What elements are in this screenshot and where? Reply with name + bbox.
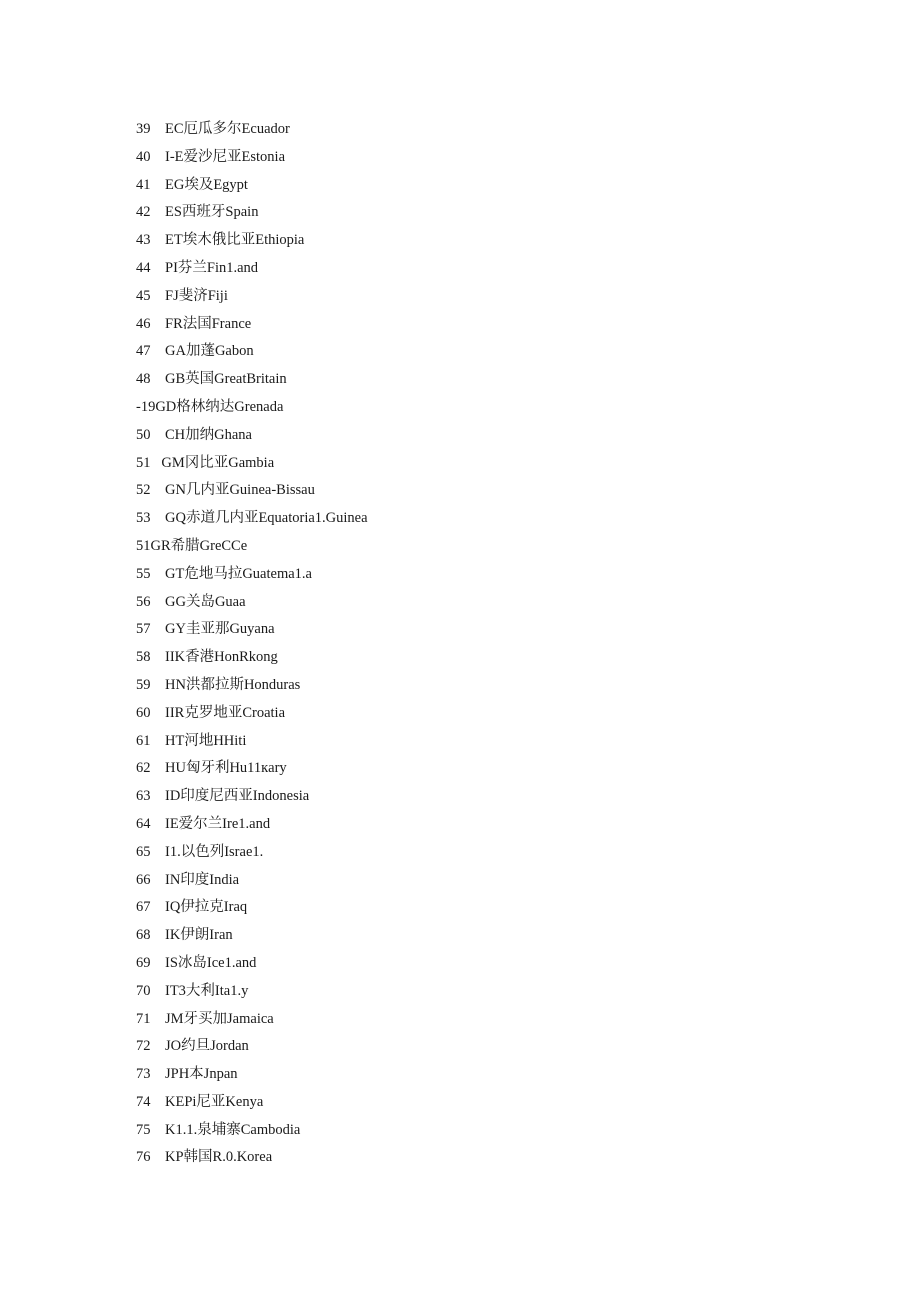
list-item: 70 IT3大利Ita1.y	[136, 982, 249, 999]
list-item: 53 GQ赤道几内亚Equatoria1.Guinea	[136, 510, 368, 527]
list-item: 71 JM牙买加Jamaica	[136, 1010, 274, 1027]
list-item: 65 I1.以色列Israe1.	[136, 843, 264, 860]
list-item: 51 GM冈比亚Gambia	[136, 454, 275, 471]
list-item: 43 ET埃木俄比亚Ethiopia	[136, 232, 305, 249]
list-item: 45 FJ斐济Fiji	[136, 287, 228, 304]
list-item: 76 KP韩国R.0.Korea	[136, 1149, 273, 1166]
list-item: -19GD格林纳达Grenada	[136, 398, 284, 415]
list-item: 68 IK伊朗Iran	[136, 927, 233, 944]
list-item: 62 HU匈牙利Hu11кary	[136, 760, 287, 777]
list-item: 75 K1.1.泉埔寨Cambodia	[136, 1121, 301, 1138]
list-item: 39 EC厄瓜多尔Ecuador	[136, 121, 290, 137]
list-item: 40 I-E爱沙尼亚Estonia	[136, 148, 286, 165]
list-item: 69 IS冰岛Ice1.and	[136, 954, 257, 971]
list-item: 73 JPH本Jnpan	[136, 1066, 238, 1083]
list-item: 57 GY圭亚那Guyana	[136, 621, 275, 638]
list-item: 63 ID印度尼西亚Indonesia	[136, 788, 310, 805]
list-item: 59 HN洪都拉斯Honduras	[136, 676, 301, 693]
list-item: 52 GN几内亚Guinea-Bissau	[136, 482, 315, 499]
country-code-list	[136, 116, 368, 1172]
list-item: 41 EG埃及Egypt	[136, 176, 248, 193]
list-item: 60 IIR克罗地亚Croatia	[136, 704, 286, 721]
list-item: 51GR希腊GreCCe	[136, 537, 248, 554]
list-item: 64 IE爱尔兰Ire1.and	[136, 815, 271, 832]
list-item: 67 IQ伊拉克Iraq	[136, 899, 248, 916]
list-item: 56 GG关岛Guaa	[136, 593, 246, 610]
list-item: 66 IN印度India	[136, 871, 240, 888]
list-item: 58 IIK香港HonRkong	[136, 649, 278, 666]
list-item: 50 CH加纳Ghana	[136, 426, 252, 443]
list-item: 72 JO约旦Jordan	[136, 1038, 249, 1055]
list-item: 48 GB英国GreatBritain	[136, 371, 287, 388]
list-item: 46 FR法国France	[136, 315, 252, 332]
list-item: 47 GA加蓬Gabon	[136, 343, 254, 360]
list-item: 55 GT危地马拉Guatema1.a	[136, 565, 312, 582]
list-item: 44 PI芬兰Fin1.and	[136, 259, 259, 276]
list-item: 42 ES西班牙Spain	[136, 204, 259, 221]
list-item: 61 HT河地HHiti	[136, 732, 247, 749]
list-item: 74 KEPi尼亚Kenya	[136, 1093, 264, 1110]
